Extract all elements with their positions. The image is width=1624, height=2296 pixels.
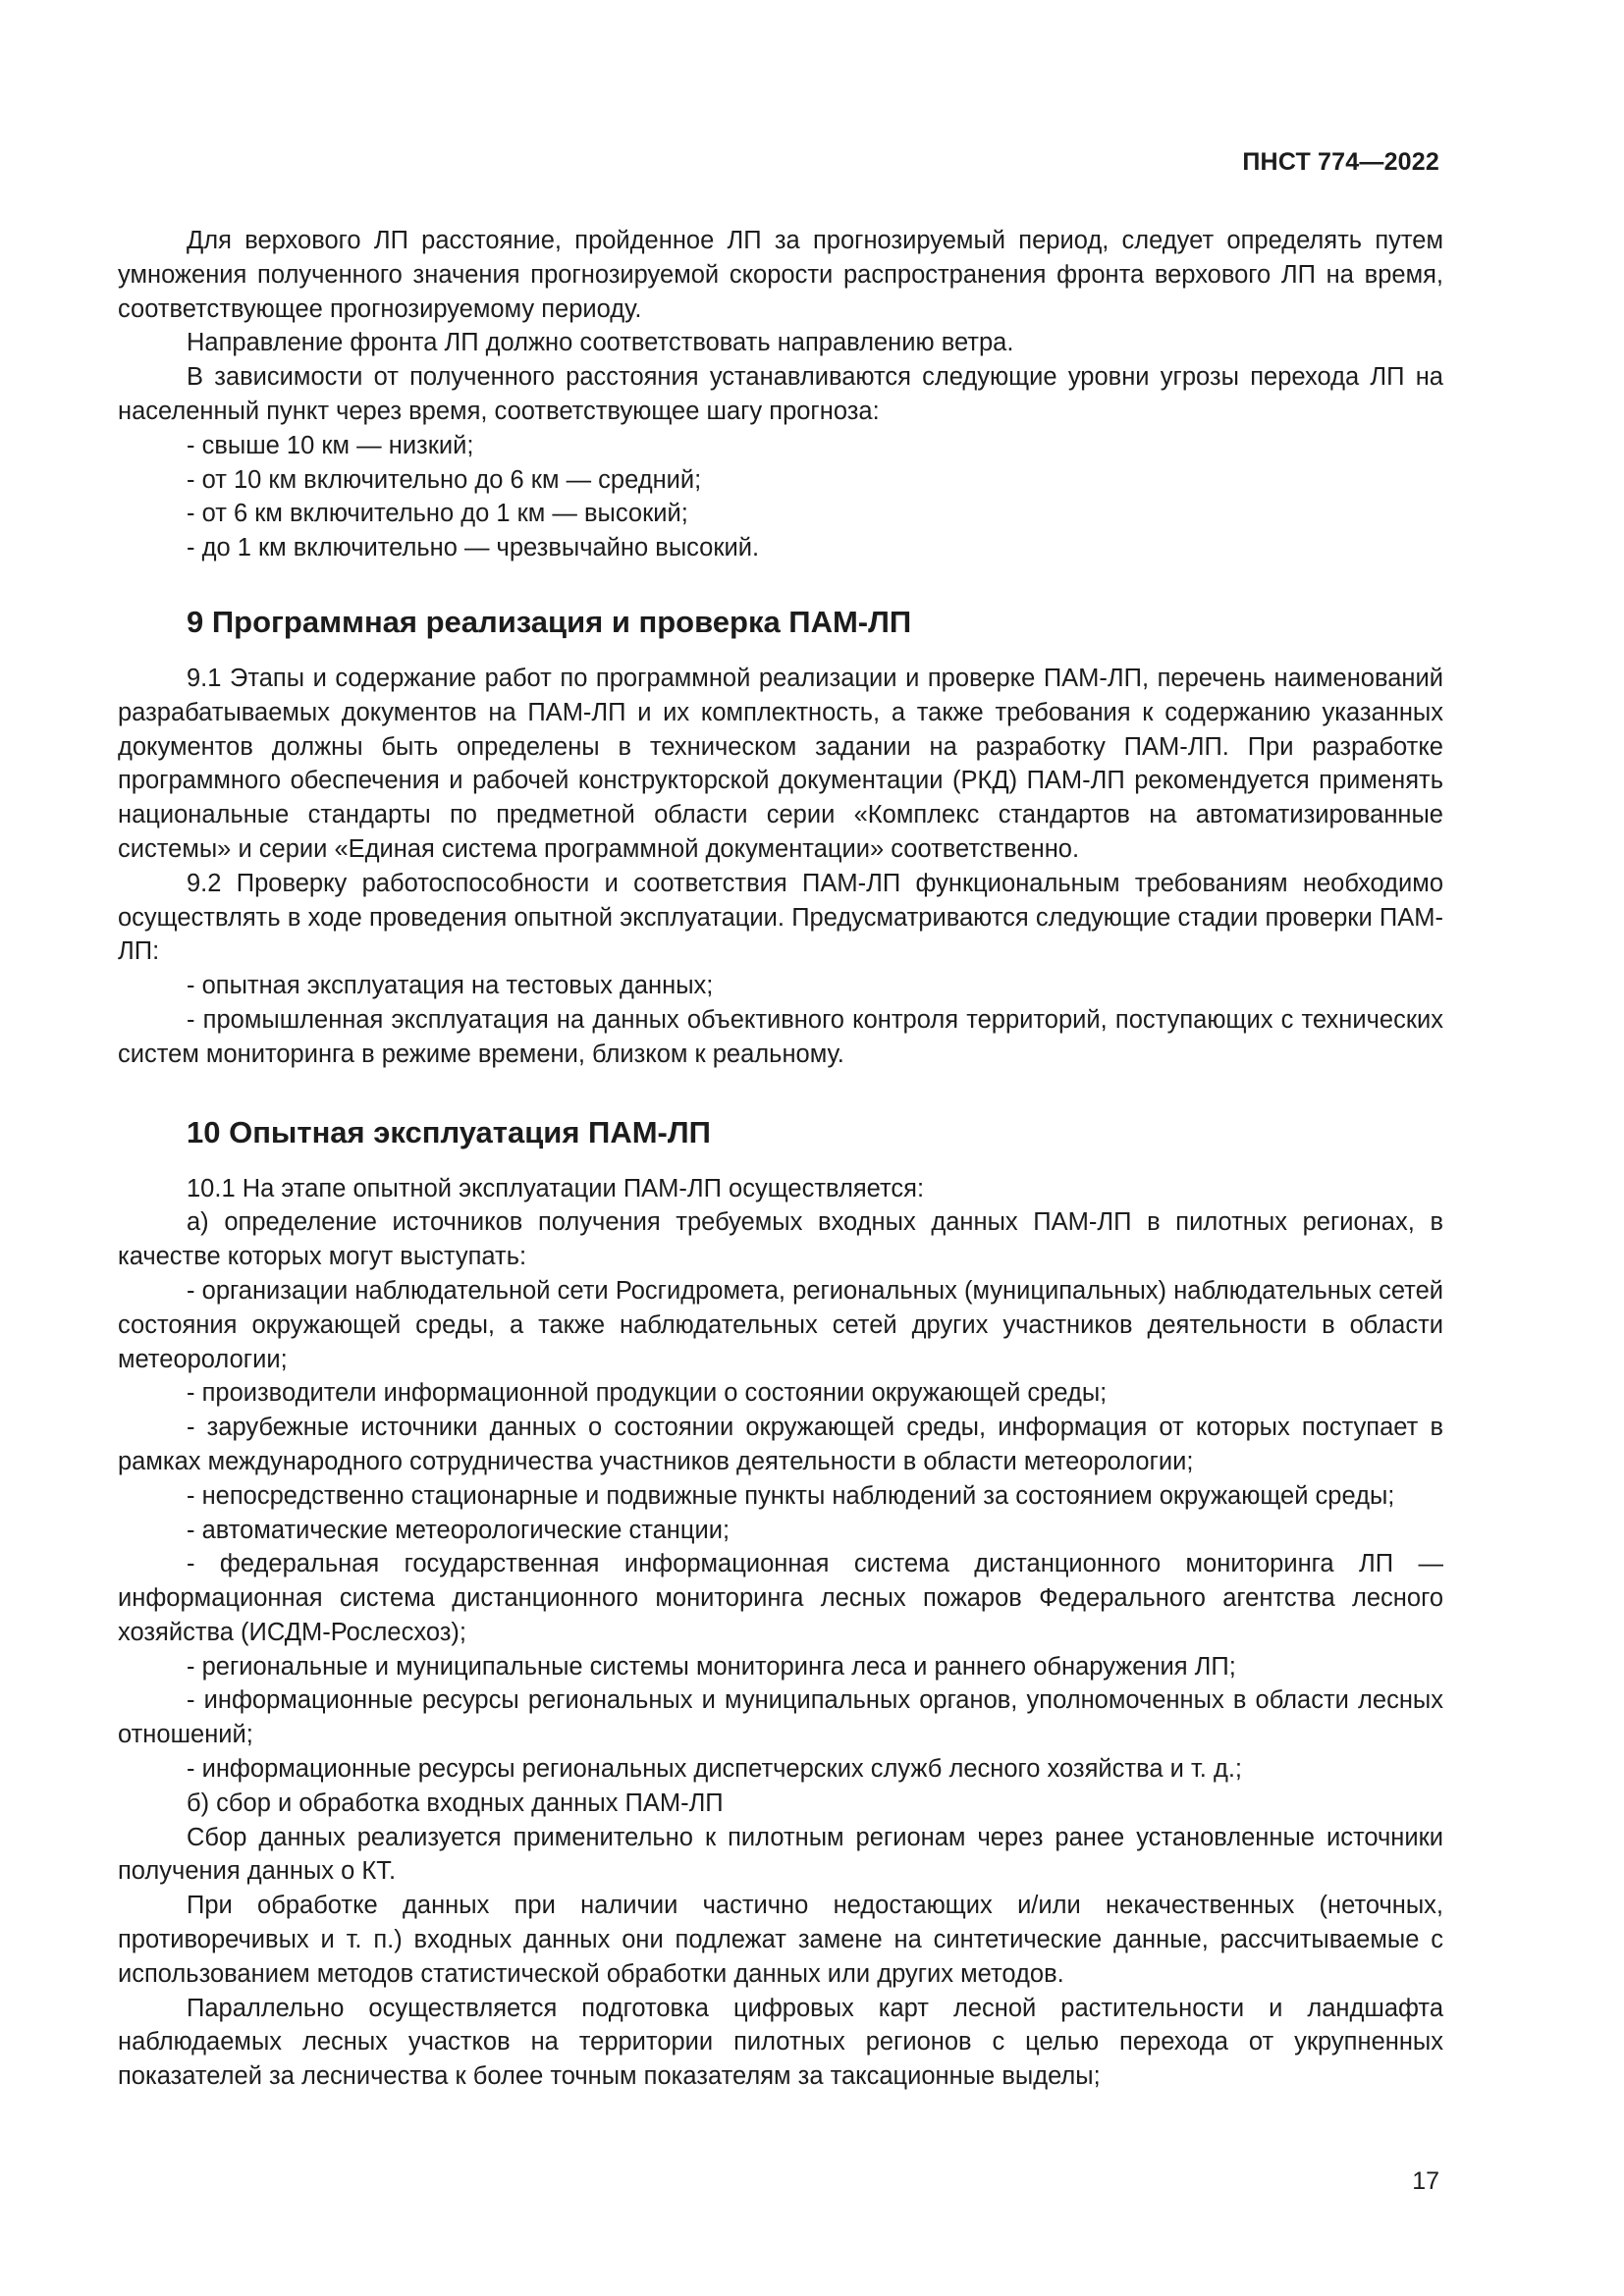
list-item: - региональные и муниципальные системы мониторинга леса и раннего обнаружения ЛП; <box>187 1652 1236 1681</box>
item-b: б) сбор и обработка входных данных ПАМ-ЛП <box>187 1789 724 1817</box>
paragraph-map-preparation: Параллельно осуществляется подготовка цифровых карт лесной растительности и ландшафта наблюдаемых лесных участков на территории пилотных регионов с целью перехода от укрупненных показателей за лесничества к более точным показателям за таксационные выделы; <box>118 1994 1443 2091</box>
item-a: а) определение источников получения требуемых входных данных ПАМ-ЛП в пилотных регионах, в качестве которых могут выступать: <box>118 1208 1443 1271</box>
list-item: - информационные ресурсы региональных и муниципальных органов, уполномоченных в области лесных отношений; <box>118 1686 1443 1749</box>
list-item: - зарубежные источники данных о состоянии окружающей среды, информация от которых поступает в рамках международного сотрудничества участников деятельности в области метеорологии; <box>118 1414 1443 1475</box>
page-number: 17 <box>1412 2167 1439 2195</box>
list-item: - от 10 км включительно до 6 км — средний; <box>187 465 702 494</box>
document-code: ПНСТ 774—2022 <box>1242 148 1439 176</box>
list-item: - организации наблюдательной сети Росгидромета, региональных (муниципальных) наблюдательных сетей состояния окружающей среды, а также наблюдательных сетей других участников деятельности в области метеорологии; <box>118 1276 1443 1373</box>
list-item: - от 6 км включительно до 1 км — высокий; <box>187 500 688 528</box>
paragraph-10-1: 10.1 На этапе опытной эксплуатации ПАМ-ЛП осуществляется: <box>187 1174 925 1202</box>
verification-stages-list <box>118 969 1443 1071</box>
list-item: - автоматические метеорологические станции; <box>187 1516 731 1544</box>
paragraph-front-direction: Направление фронта ЛП должно соответствовать направлению ветра. <box>187 329 1014 357</box>
paragraph-data-processing: При обработке данных при наличии частично недостающих и/или некачественных (неточных, противоречивых и т. п.) входных данных они подлежат замене на синтетические данные, рассчитываемые с использованием методов статистической обработки данных или других методов. <box>118 1892 1443 1988</box>
paragraph-threat-levels-intro: В зависимости от полученного расстояния устанавливаются следующие уровни угрозы перехода ЛП на населенный пункт через время, соответствующее шагу прогноза: <box>118 363 1443 425</box>
paragraph-crown-fire-distance: Для верхового ЛП расстояние, пройденное ЛП за прогнозируемый период, следует определять путем умножения полученного значения прогнозируемой скорости распространения фронта верхового ЛП на время, соответствующее прогнозируемому периоду. <box>118 227 1443 323</box>
list-item: - непосредственно стационарные и подвижные пункты наблюдений за состоянием окружающей среды; <box>187 1481 1395 1510</box>
threat-levels-list <box>118 429 1443 565</box>
list-item: - производители информационной продукции о состоянии окружающей среды; <box>187 1379 1108 1408</box>
data-sources-list <box>118 1274 1443 1787</box>
list-item: - промышленная эксплуатация на данных объективного контроля территорий, поступающих с технических систем мониторинга в режиме времени, близком к реальному. <box>118 1005 1443 1068</box>
section-10-heading: 10 Опытная эксплуатация ПАМ-ЛП <box>187 1114 711 1149</box>
list-item: - до 1 км включительно — чрезвычайно высокий. <box>187 534 760 562</box>
paragraph-9-1: 9.1 Этапы и содержание работ по программной реализации и проверке ПАМ-ЛП, перечень наименований разрабатываемых документов на ПАМ-ЛП и их комплектность, а также требования к содержанию указанных документов должны быть определены в техническом задании на разработку ПАМ-ЛП. При разработке программного обеспечения и рабочей конструкторской документации (РКД) ПАМ-ЛП рекомендуется применять национальные стандарты по предметной области серии «Комплекс стандартов на автоматизированные системы» и серии «Единая система программной документации» соответственно. <box>118 664 1443 863</box>
paragraph-9-2: 9.2 Проверку работоспособности и соответствия ПАМ-ЛП функциональным требованиям необходимо осуществлять в ходе проведения опытной эксплуатации. Предусматриваются следующие стадии проверки ПАМ-ЛП: <box>118 869 1443 966</box>
paragraph-data-collection: Сбор данных реализуется применительно к пилотным регионам через ранее установленные источники получения данных о КТ. <box>118 1823 1443 1886</box>
list-item: - федеральная государственная информационная система дистанционного мониторинга ЛП — информационная система дистанционного мониторинга лесных пожаров Федерального агентства лесного хозяйства (ИСДМ-Рослесхоз); <box>118 1550 1443 1646</box>
list-item: - опытная эксплуатация на тестовых данных; <box>187 972 714 1000</box>
page-body <box>118 224 1443 2094</box>
section-9-heading: 9 Программная реализация и проверка ПАМ-ЛП <box>187 604 912 639</box>
list-item: - информационные ресурсы региональных диспетчерских служб лесного хозяйства и т. д.; <box>187 1755 1243 1784</box>
list-item: - свыше 10 км — низкий; <box>187 431 474 459</box>
